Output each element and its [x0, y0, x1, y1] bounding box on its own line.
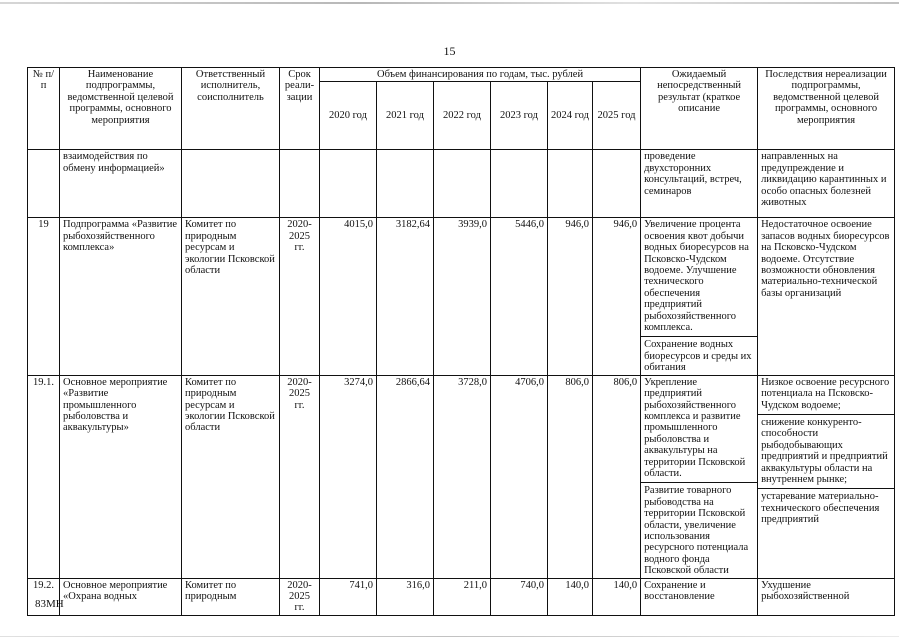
- cell-num: [28, 150, 60, 218]
- header-num: № п/п: [28, 68, 60, 150]
- consequence-paragraph: снижение конкуренто-способности рыбодобывающих предприятий и предприятий аквакультуры области на внутреннем рынке;: [758, 414, 894, 485]
- cell-num: 19.2.: [28, 578, 60, 615]
- funding-table: [27, 67, 895, 616]
- table-row: [28, 578, 895, 615]
- cell-name: взаимодействия по обмену информацией»: [60, 150, 182, 218]
- cell-value: 806,0: [593, 375, 641, 578]
- cell-value: 806,0: [548, 375, 593, 578]
- result-paragraph: Развитие товарного рыбоводства на территории Псковской области, увеличение использования ресурсного потенциала водного фонда Псковской области: [641, 482, 757, 576]
- table-row: [28, 375, 895, 578]
- cell-consequence: направленных на предупреждение и ликвидацию карантинных и особо опасных болезней животных: [758, 150, 895, 218]
- cell-executor: Комитет по природным ресурсам и экологии Псковской области: [182, 375, 280, 578]
- cell-value: 3939,0: [434, 218, 491, 375]
- cell-consequence: [758, 375, 895, 578]
- cell-value: 2866,64: [377, 375, 434, 578]
- cell-result: [641, 218, 758, 375]
- cell-value: 741,0: [320, 578, 377, 615]
- cell-consequence: Ухудшение рыбохозяйственной: [758, 578, 895, 615]
- consequence-paragraph: устаревание материально-технического обеспечения предприятий: [758, 488, 894, 525]
- cell-value: 3274,0: [320, 375, 377, 578]
- cell-term: 2020-2025 гг.: [280, 218, 320, 375]
- cell-term: 2020-2025 гг.: [280, 375, 320, 578]
- header-year: 2022 год: [434, 82, 491, 150]
- cell-value: 4015,0: [320, 218, 377, 375]
- header-year: 2020 год: [320, 82, 377, 150]
- cell-name: Подпрограмма «Развитие рыбохозяйственного комплекса»: [60, 218, 182, 375]
- cell-result: Сохранение и восстановление: [641, 578, 758, 615]
- scan-artifact-bottom: [0, 636, 899, 637]
- cell-value: 3728,0: [434, 375, 491, 578]
- result-paragraph: Укрепление предприятий рыбохозяйственного комплекса и развитие промышленного рыболовства и аквакультуры на территории Псковской области.: [644, 376, 746, 479]
- result-paragraph: Увеличение процента освоения квот добычи водных биоресурсов на Псковско-Чудском водоеме. Улучшение технического обеспечения предприятий рыбохозяйственного комплекса.: [644, 219, 749, 334]
- document-code: 83МН: [35, 598, 64, 610]
- cell-value: 4706,0: [491, 375, 548, 578]
- result-paragraph: Сохранение водных биоресурсов и среды их обитания: [641, 336, 757, 373]
- consequence-paragraph: Низкое освоение ресурсного потенциала на Псковско-Чудском водоеме;: [761, 376, 890, 411]
- cell-value: 946,0: [548, 218, 593, 375]
- header-year: 2025 год: [593, 82, 641, 150]
- cell-value: 946,0: [593, 218, 641, 375]
- cell-executor: Комитет по природным: [182, 578, 280, 615]
- header-consequence: Последствия нереализации подпрограммы, ведомственной целевой программы, основного мероприятия: [758, 68, 895, 150]
- header-year: 2023 год: [491, 82, 548, 150]
- cell-name: Основное мероприятие «Развитие промышленного рыболовства и аквакультуры»: [60, 375, 182, 578]
- cell-term: 2020-2025 гг.: [280, 578, 320, 615]
- cell-result: [641, 375, 758, 578]
- table-row-continuation: [28, 150, 895, 218]
- cell-value: 3182,64: [377, 218, 434, 375]
- cell-result: проведение двухсторонних консультаций, встреч, семинаров: [641, 150, 758, 218]
- consequence-paragraph: Недостаточное освоение запасов водных биоресурсов на Псковско-Чудском водоеме. Отсутствие возможности обновления материально-технической базы организаций: [761, 219, 890, 299]
- cell-value: 211,0: [434, 578, 491, 615]
- cell-executor: Комитет по природным ресурсам и экологии Псковской области: [182, 218, 280, 375]
- header-result: Ожидаемый непосредственный результат (краткое описание: [641, 68, 758, 150]
- cell-value: 316,0: [377, 578, 434, 615]
- scan-artifact-top: [0, 2, 899, 4]
- header-funding: Объем финансирования по годам, тыс. рублей: [320, 68, 641, 82]
- cell-value: 5446,0: [491, 218, 548, 375]
- cell-num: 19.1.: [28, 375, 60, 578]
- header-name: Наименование подпрограммы, ведомственной целевой программы, основного мероприятия: [60, 68, 182, 150]
- cell-value: 140,0: [548, 578, 593, 615]
- cell-consequence: [758, 218, 895, 375]
- page-number: 15: [443, 44, 456, 58]
- table-row: [28, 218, 895, 375]
- header-executor: Ответственный исполнитель, соисполнитель: [182, 68, 280, 150]
- cell-value: 740,0: [491, 578, 548, 615]
- cell-num: 19: [28, 218, 60, 375]
- cell-name: Основное мероприятие «Охрана водных: [60, 578, 182, 615]
- cell-value: 140,0: [593, 578, 641, 615]
- header-term: Срок реали-зации: [280, 68, 320, 150]
- header-year: 2024 год: [548, 82, 593, 150]
- header-year: 2021 год: [377, 82, 434, 150]
